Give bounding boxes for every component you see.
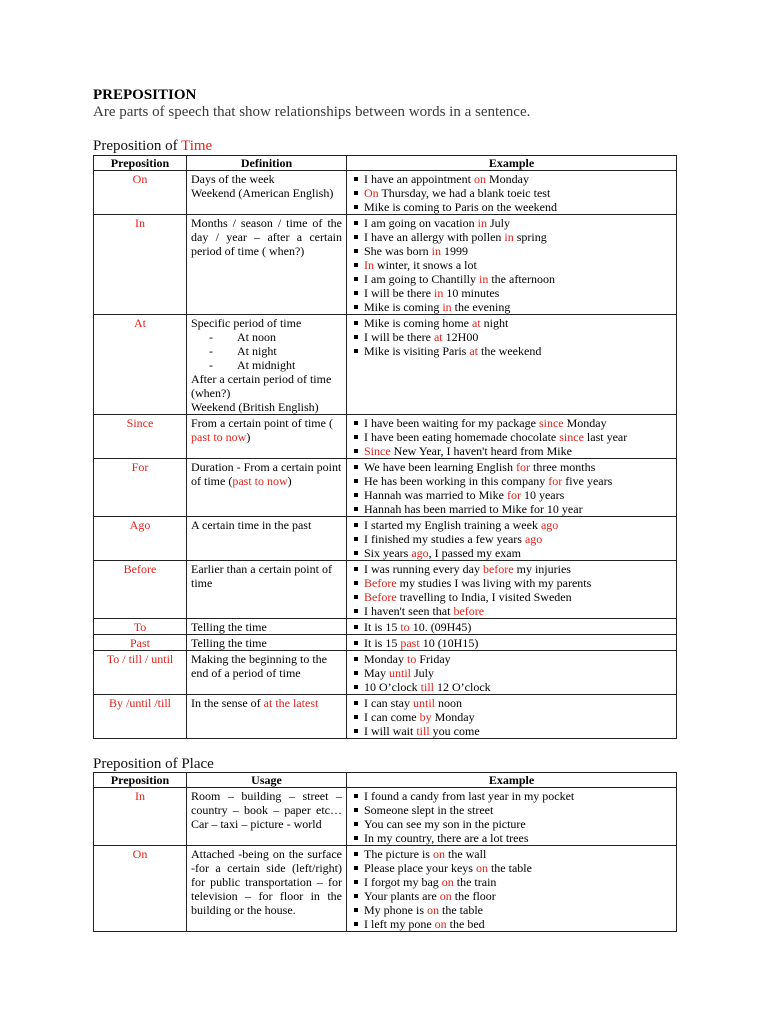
example-item [351,831,672,845]
table-row [94,459,677,517]
example-item [351,696,672,710]
text-segment: I left my pone [364,917,435,931]
highlight-text: in [442,300,452,314]
example-item [351,186,672,200]
highlight-text: in [431,244,442,258]
highlight-text: on [473,172,486,186]
example-list [351,518,672,560]
highlight-text: in [433,286,444,300]
definition-cell [187,415,347,459]
highlight-text: Since [364,444,391,458]
text-segment: Mike is coming home [364,316,472,330]
example-item [351,474,672,488]
preposition-cell: Since [94,415,187,459]
highlight-text: in [477,216,487,230]
table-row [94,788,677,846]
example-item [351,488,672,502]
text-segment: Mike is visiting Paris [364,344,470,358]
table-row [94,561,677,619]
text-segment: My phone is [364,903,427,917]
table-row [94,635,677,651]
example-list [351,847,672,931]
text-segment: The picture is [364,847,433,861]
place-section-heading: Preposition of Place [93,756,214,772]
text-segment: I found a candy from last year in my pocket [364,789,575,803]
preposition-cell: To [94,619,187,635]
text-segment: travelling to India, I visited Sweden [396,590,572,604]
text-segment: She was born [364,244,432,258]
definition-cell [187,695,347,739]
highlight-text: at [469,344,479,358]
preposition-cell: Before [94,561,187,619]
example-item [351,903,672,917]
example-item [351,532,672,546]
example-list [351,460,672,516]
text-segment: Mike is coming [364,300,443,314]
example-list [351,172,672,214]
text-segment: Hannah has been married to Mike for 10 year [364,502,583,516]
text-segment: night [480,316,509,330]
text-segment: I finished my studies a few years [364,532,525,546]
highlight-text: for [515,460,530,474]
example-cell [347,846,677,932]
example-item [351,590,672,604]
text-segment: Friday [416,652,451,666]
definition-line [191,344,342,358]
text-segment: Attached -being on the surface -for a certain side (left/right) for public transportation – for television – for floor in the building or the house. [191,847,342,917]
example-cell [347,635,677,651]
example-item [351,244,672,258]
text-segment: Your plants are [364,889,440,903]
example-item [351,330,672,344]
text-segment: 12H00 [442,330,479,344]
example-cell [347,315,677,415]
definition-line [191,216,342,258]
preposition-cell: On [94,846,187,932]
definition-line [191,400,342,414]
example-item [351,216,672,230]
text-segment: ) [246,430,251,444]
highlight-text: on [439,889,452,903]
table-row [94,171,677,215]
highlight-text: in [479,272,489,286]
example-item [351,172,672,186]
text-segment: 10 (10H15) [419,636,479,650]
preposition-cell: On [94,171,187,215]
highlight-text: before [482,562,514,576]
definition-cell [187,517,347,561]
text-segment: the weekend [478,344,542,358]
example-list [351,316,672,358]
definition-cell [187,459,347,517]
definition-line [191,636,342,650]
highlight-text: On [364,186,379,200]
highlight-text: at the latest [263,696,319,710]
definition-line [191,358,342,372]
text-segment: In my country, there are a lot trees [364,831,529,845]
table-row [94,695,677,739]
definition-line [191,316,342,330]
example-item [351,430,672,444]
text-segment: 10 O’clock [364,680,421,694]
example-list [351,696,672,738]
highlight-text: ago [540,518,559,532]
table-row [94,651,677,695]
definition-line [191,847,342,917]
example-list [351,620,672,634]
highlight-text: on [427,903,439,917]
preposition-cell: Ago [94,517,187,561]
example-item [351,300,672,314]
text-segment: At noon [237,330,276,344]
example-item [351,562,672,576]
example-cell [347,517,677,561]
table-row [94,846,677,932]
example-cell [347,561,677,619]
text-segment: I forgot my bag [364,875,442,889]
definition-line [191,460,342,488]
text-segment: July [411,666,435,680]
preposition-cell: At [94,315,187,415]
highlight-text: on [432,847,445,861]
text-segment: the floor [451,889,496,903]
page-title: PREPOSITION [93,87,197,103]
text-segment: , I passed my exam [428,546,521,560]
highlight-text: ago [524,532,543,546]
text-segment: winter, it snows a lot [374,258,477,272]
text-segment: Monday [364,652,407,666]
highlight-text: on [441,875,454,889]
text-segment: last year [583,430,628,444]
text-segment: Making the beginning to the end of a period of time [191,652,327,680]
highlight-text: for [506,488,521,502]
text-segment: May [364,666,389,680]
example-item [351,680,672,694]
definition-line [191,330,342,344]
highlight-text: till [420,680,434,694]
definition-line [191,789,342,831]
text-segment: 10 years [520,488,565,502]
table-row [94,619,677,635]
text-segment: I have been waiting for my package [364,416,539,430]
definition-line [191,518,342,532]
example-cell [347,651,677,695]
example-item [351,875,672,889]
text-segment: I can stay [364,696,413,710]
time-heading-prefix: Preposition of [93,138,182,154]
highlight-text: past [400,636,420,650]
example-cell [347,171,677,215]
highlight-text: since [559,430,584,444]
text-segment: I have an allergy with pollen [364,230,505,244]
example-item [351,444,672,458]
highlight-text: until [389,666,412,680]
text-segment: 10. (09H45) [409,620,472,634]
preposition-cell: For [94,459,187,517]
example-cell [347,415,677,459]
text-segment: Six years [364,546,412,560]
definition-line [191,652,342,680]
definition-cell [187,635,347,651]
example-cell [347,695,677,739]
text-segment: 10 minutes [443,286,500,300]
text-segment: July [486,216,510,230]
text-segment: I am going to Chantilly [364,272,479,286]
text-segment: spring [513,230,547,244]
example-item [351,666,672,680]
example-list [351,789,672,845]
highlight-text: Before [364,576,397,590]
place-header-usage: Usage [187,773,347,788]
time-header-example: Example [347,156,677,171]
highlight-text: In [364,258,374,272]
text-segment: I have an appointment [364,172,474,186]
example-cell [347,788,677,846]
definition-cell [187,651,347,695]
highlight-text: past to now [232,474,288,488]
text-segment: In the sense of [191,696,264,710]
definition-cell [187,171,347,215]
definition-cell [187,846,347,932]
text-segment: Thursday, we had a blank toeic test [378,186,551,200]
example-item [351,272,672,286]
time-heading-highlight: Time [181,138,213,154]
text-segment: the wall [444,847,487,861]
example-item [351,636,672,650]
text-segment: It is 15 [364,636,401,650]
text-segment: Someone slept in the street [364,803,494,817]
example-item [351,518,672,532]
highlight-text: by [419,710,432,724]
text-segment: Please place your keys [364,861,476,875]
text-segment: Weekend (British English) [191,400,319,414]
example-item [351,724,672,738]
example-item [351,416,672,430]
example-item [351,789,672,803]
definition-cell [187,215,347,315]
highlight-text: at [433,330,443,344]
text-segment: the bed [446,917,485,931]
text-segment: Earlier than a certain point of time [191,562,332,590]
text-segment: noon [435,696,462,710]
text-segment: the table [439,903,483,917]
definition-line [191,562,342,590]
preposition-cell: To / till / until [94,651,187,695]
text-segment: I have been eating homemade chocolate [364,430,560,444]
highlight-text: Before [364,590,397,604]
definition-cell [187,619,347,635]
example-item [351,817,672,831]
text-segment: From a certain point of time ( [191,416,333,430]
table-row [94,517,677,561]
definition-line [191,372,342,400]
page-subtitle: Are parts of speech that show relationships between words in a sentence. [93,104,531,120]
highlight-text: on [475,861,488,875]
text-segment: We have been learning English [364,460,516,474]
text-segment: I started my English training a week [364,518,541,532]
text-segment: It is 15 [364,620,401,634]
text-segment: Monday [485,172,529,186]
text-segment: Monday [563,416,607,430]
example-list [351,636,672,650]
text-segment: I was running every day [364,562,483,576]
example-list [351,416,672,458]
definition-line [191,186,342,200]
highlight-text: past to now [191,430,247,444]
example-item [351,200,672,214]
text-segment: 1999 [441,244,469,258]
highlight-text: to [407,652,417,666]
text-segment: I haven't seen that [364,604,454,618]
example-item [351,286,672,300]
text-segment: Monday [431,710,475,724]
example-item [351,460,672,474]
text-segment: I will be there [364,286,434,300]
definition-cell [187,315,347,415]
text-segment: Days of the week [191,172,275,186]
text-segment: you come [429,724,480,738]
text-segment: the afternoon [488,272,555,286]
highlight-text: in [504,230,514,244]
text-segment: Room – building – street – country – book – paper etc…Car – taxi – picture - world [191,789,342,831]
text-segment: Telling the time [191,620,267,634]
text-segment: Hannah was married to Mike [364,488,507,502]
highlight-text: to [400,620,410,634]
table-row [94,315,677,415]
example-item [351,620,672,634]
text-segment: Months / season / time of the day / year – after a certain period of time ( when?) [191,216,342,258]
text-segment: You can see my son in the picture [364,817,526,831]
example-item [351,258,672,272]
time-preposition-table [93,155,677,739]
text-segment: A certain time in the past [191,518,312,532]
text-segment: my injuries [513,562,571,576]
example-list [351,652,672,694]
text-segment: my studies I was living with my parents [396,576,592,590]
definition-line [191,416,342,444]
example-item [351,502,672,516]
text-segment: five years [562,474,613,488]
text-segment: ) [287,474,292,488]
example-cell [347,619,677,635]
highlight-text: on [434,917,447,931]
text-segment: the train [453,875,497,889]
time-header-definition: Definition [187,156,347,171]
text-segment: Mike is coming to Paris on the weekend [364,200,557,214]
highlight-text: until [412,696,435,710]
text-segment: Specific period of time [191,316,302,330]
example-item [351,803,672,817]
example-item [351,847,672,861]
example-item [351,889,672,903]
example-item [351,576,672,590]
definition-line [191,696,342,710]
text-segment: Telling the time [191,636,267,650]
text-segment: three months [529,460,596,474]
example-item [351,917,672,931]
preposition-cell: Past [94,635,187,651]
text-segment: I will be there [364,330,434,344]
example-item [351,604,672,618]
preposition-cell: In [94,215,187,315]
table-row [94,415,677,459]
place-preposition-table [93,772,677,932]
text-segment: I will wait [364,724,417,738]
example-item [351,316,672,330]
highlight-text: before [453,604,485,618]
example-list [351,562,672,618]
definition-cell [187,561,347,619]
preposition-cell: In [94,788,187,846]
time-section-heading [93,138,212,155]
table-row [94,215,677,315]
text-segment: I am going on vacation [364,216,478,230]
text-segment: Weekend (American English) [191,186,334,200]
example-item [351,344,672,358]
example-item [351,652,672,666]
text-segment: He has been working in this company [364,474,549,488]
text-segment: the evening [451,300,511,314]
text-segment: At night [237,344,277,358]
place-header-example: Example [347,773,677,788]
text-segment: 12 O’clock [434,680,491,694]
place-header-preposition: Preposition [94,773,187,788]
text-segment: I can come [364,710,420,724]
text-segment: After a certain period of time (when?) [191,372,332,400]
definition-line [191,620,342,634]
example-list [351,216,672,314]
example-item [351,861,672,875]
definition-line [191,172,342,186]
text-segment: New Year, I haven't heard from Mike [390,444,572,458]
example-item [351,230,672,244]
text-segment: the table [487,861,532,875]
definition-cell [187,788,347,846]
example-item [351,546,672,560]
time-header-preposition: Preposition [94,156,187,171]
highlight-text: till [416,724,430,738]
highlight-text: ago [411,546,429,560]
example-item [351,710,672,724]
text-segment: Duration - From a certain point of time ( [191,460,342,488]
preposition-cell: By /until /till [94,695,187,739]
example-cell [347,459,677,517]
highlight-text: at [472,316,481,330]
example-cell [347,215,677,315]
highlight-text: since [538,416,564,430]
text-segment: At midnight [237,358,296,372]
highlight-text: for [548,474,563,488]
